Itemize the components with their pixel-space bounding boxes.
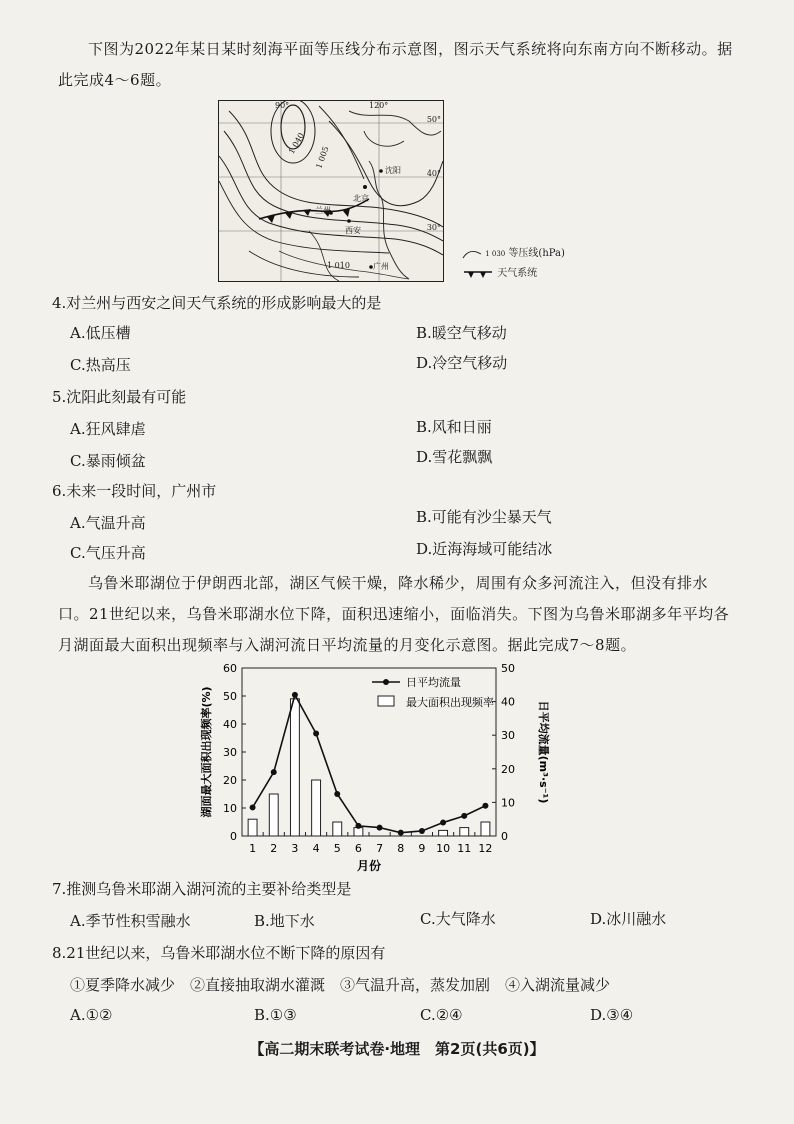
left-axis-title: 湖面最大面积出现频率(%) — [200, 686, 213, 818]
lon-label-120: 120° — [369, 101, 389, 110]
q8-option-d[interactable]: D.③④ — [590, 1006, 634, 1024]
q5-stem: 5.沈阳此刻最有可能 — [52, 388, 187, 406]
q8-option-c[interactable]: C.②④ — [420, 1006, 463, 1024]
q4-option-b[interactable]: B.暖空气移动 — [416, 324, 507, 342]
q6-option-c[interactable]: C.气压升高 — [70, 544, 146, 562]
flow-point — [292, 692, 298, 698]
q5-option-b[interactable]: B.风和日丽 — [416, 418, 492, 436]
flow-point — [419, 828, 425, 834]
left-tick-label: 60 — [223, 662, 237, 675]
q7-stem: 7.推测乌鲁米耶湖入湖河流的主要补给类型是 — [52, 880, 352, 898]
q6-option-a[interactable]: A.气温升高 — [70, 514, 146, 532]
flow-point — [398, 830, 404, 836]
legend-front — [462, 264, 537, 280]
flow-point — [250, 804, 256, 810]
left-tick-label: 20 — [223, 774, 237, 787]
x-tick-label: 8 — [397, 842, 405, 855]
x-tick-label: 12 — [478, 842, 493, 855]
q7-option-d[interactable]: D.冰川融水 — [590, 910, 667, 928]
q8-items: ①夏季降水减少 ②直接抽取湖水灌溉 ③气温升高，蒸发加剧 ④入湖流量减少 — [70, 976, 611, 994]
left-tick-label: 50 — [223, 690, 237, 703]
legend-isobar-value: 1 030 — [485, 250, 506, 258]
right-tick-label: 10 — [501, 796, 515, 810]
x-tick-label: 9 — [418, 842, 426, 855]
legend-line-label: 日平均流量 — [406, 676, 461, 689]
flow-point — [461, 813, 467, 819]
legend-isobar-text: 等压线(hPa) — [508, 248, 565, 259]
q4-stem: 4.对兰州与西安之间天气系统的形成影响最大的是 — [52, 294, 382, 312]
x-tick-label: 7 — [376, 842, 384, 855]
q6-option-b[interactable]: B.可能有沙尘暴天气 — [416, 508, 552, 526]
legend-front-text: 天气系统 — [497, 268, 538, 279]
lake-chart — [196, 656, 556, 874]
right-tick-label: 0 — [501, 830, 508, 843]
lat-label-50: 50° — [426, 115, 441, 124]
frequency-bar — [290, 699, 299, 836]
q7-option-a[interactable]: A.季节性积雪融水 — [70, 912, 191, 930]
q5-option-d[interactable]: D.雪花飘飘 — [416, 448, 493, 466]
x-tick-label: 5 — [333, 842, 341, 855]
frequency-bar — [269, 794, 278, 836]
q4-option-a[interactable]: A.低压槽 — [70, 324, 131, 342]
right-tick-label: 50 — [501, 662, 515, 675]
flow-line — [253, 695, 486, 833]
isobar-label-1040: 1 040 — [286, 131, 307, 156]
q8-stem: 8.21世纪以来，乌鲁米耶湖水位不断下降的原因有 — [52, 944, 386, 962]
left-tick-label: 30 — [223, 746, 237, 759]
isobar-map — [218, 100, 444, 282]
flow-point — [334, 791, 340, 797]
flow-point — [271, 769, 277, 775]
q5-option-a[interactable]: A.狂风肆虐 — [70, 420, 146, 438]
city-guangzhou: 广州 — [373, 262, 389, 271]
q4-option-c[interactable]: C.热高压 — [70, 356, 131, 374]
isobar-label-1005: 1 005 — [314, 145, 331, 170]
left-tick-label: 10 — [223, 802, 237, 815]
isobar-legend-icon — [462, 248, 482, 260]
legend-point-icon — [383, 679, 389, 685]
flow-point — [482, 803, 488, 809]
legend-bar-icon — [378, 696, 394, 706]
page-footer: 【高二期末联考试卷·地理 第2页(共6页)】 — [249, 1040, 545, 1058]
right-tick-label: 30 — [501, 729, 515, 743]
x-tick-label: 4 — [312, 842, 320, 855]
x-tick-label: 10 — [436, 842, 451, 855]
city-lanzhou: 兰州 — [315, 206, 331, 215]
legend-bar-label: 最大面积出现频率 — [406, 696, 494, 709]
isobar-map-drawing — [219, 101, 443, 281]
frequency-bar — [439, 830, 448, 836]
intro-weather: 下图为2022年某日某时刻海平面等压线分布示意图，图示天气系统将向东南方向不断移动。据此完成4～6题。 — [58, 40, 733, 89]
x-tick-label: 2 — [270, 842, 278, 855]
right-tick-label: 40 — [501, 695, 515, 709]
isobar-label-1010: 1 010 — [327, 261, 350, 270]
front-legend-icon — [462, 268, 494, 280]
q8-option-b[interactable]: B.①③ — [254, 1006, 297, 1024]
q8-option-a[interactable]: A.①② — [70, 1006, 113, 1024]
q7-option-c[interactable]: C.大气降水 — [420, 910, 496, 928]
x-tick-label: 6 — [354, 842, 362, 855]
right-axis-title: 日平均流量(m³·s⁻¹) — [537, 700, 550, 804]
frequency-bar — [481, 822, 490, 836]
flow-point — [355, 823, 361, 829]
x-tick-label: 1 — [249, 842, 257, 855]
city-xian: 西安 — [345, 226, 361, 235]
flow-point — [313, 731, 319, 737]
q6-option-d[interactable]: D.近海海域可能结冰 — [416, 540, 553, 558]
left-tick-label: 0 — [230, 830, 237, 843]
q6-stem: 6.未来一段时间，广州市 — [52, 482, 217, 500]
lon-label-90: 90° — [275, 101, 290, 110]
legend-isobar — [462, 244, 565, 260]
frequency-bar — [333, 822, 342, 836]
frequency-bar — [460, 828, 469, 836]
x-axis-title: 月份 — [356, 859, 382, 873]
flow-point — [377, 825, 383, 831]
q5-option-c[interactable]: C.暴雨倾盆 — [70, 452, 146, 470]
q7-option-b[interactable]: B.地下水 — [254, 912, 315, 930]
x-tick-label: 11 — [457, 842, 472, 855]
city-beijing: 北京 — [353, 194, 369, 203]
city-shenyang: 沈阳 — [385, 166, 401, 175]
x-tick-label: 3 — [291, 842, 299, 855]
right-tick-label: 20 — [501, 762, 515, 776]
left-tick-label: 40 — [223, 718, 237, 731]
lat-label-40: 40° — [426, 169, 441, 178]
frequency-bar — [312, 780, 321, 836]
intro-lake: 乌鲁米耶湖位于伊朗西北部，湖区气候干燥，降水稀少，周围有众多河流注入，但没有排水口。21世纪以来，乌鲁米耶湖水位下降，面积迅速缩小，面临消失。下图为乌鲁米耶湖多年平均各月湖面最大面积出现频率与入湖河流日平均流量的月变化示意图。据此完成7～8题。 — [58, 574, 730, 654]
frequency-bar — [248, 819, 257, 836]
lat-label-30: 30° — [426, 223, 441, 232]
q4-option-d[interactable]: D.冷空气移动 — [416, 354, 508, 372]
flow-point — [440, 820, 446, 826]
